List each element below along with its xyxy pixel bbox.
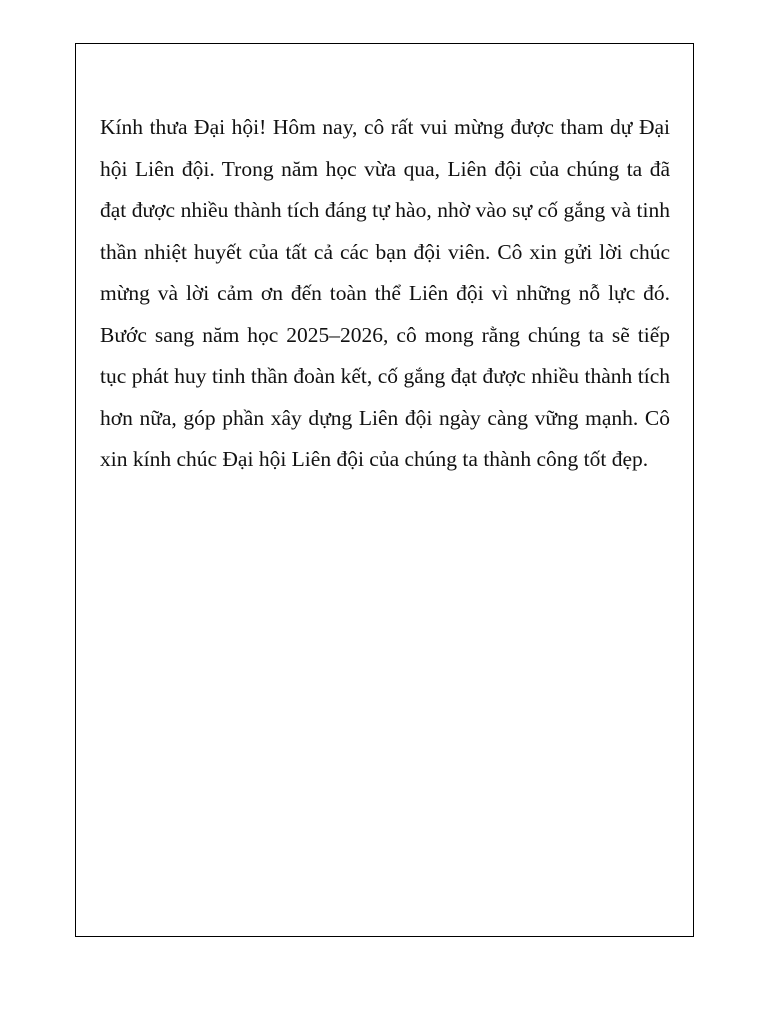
speech-paragraph: Kính thưa Đại hội! Hôm nay, cô rất vui mừng được tham dự Đại hội Liên đội. Trong năm học vừa qua, Liên đội của chúng ta đã đạt được nhiều thành tích đáng tự hào, nhờ vào sự cố gắng và tinh thần nhiệt huyết của tất cả các bạn đội viên. Cô xin gửi lời chúc mừng và lời cảm ơn đến toàn thể Liên đội vì những nỗ lực đó. Bước sang năm học 2025–2026, cô mong rằng chúng ta sẽ tiếp tục phát huy tinh thần đoàn kết, cố gắng đạt được nhiều thành tích hơn nữa, góp phần xây dựng Liên đội ngày càng vững mạnh. Cô xin kính chúc Đại hội Liên đội của chúng ta thành công tốt đẹp. xyxy=(100,115,670,471)
page-border-frame xyxy=(75,43,694,937)
